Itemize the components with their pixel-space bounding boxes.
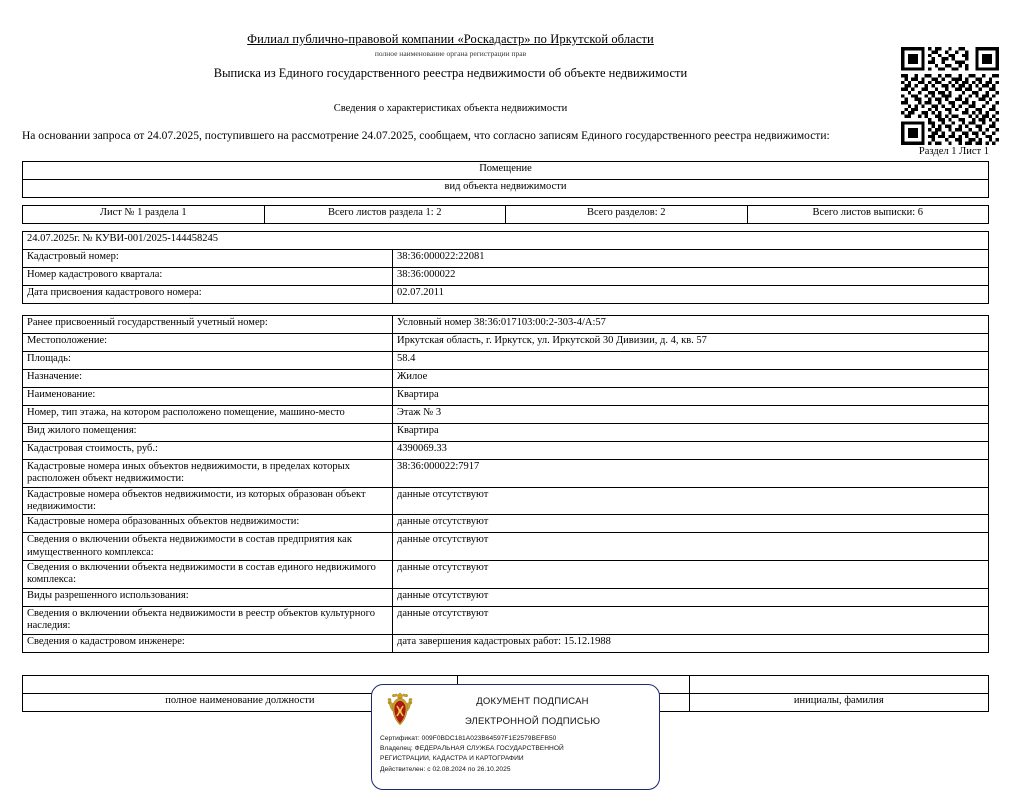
row-value: данные отсутствуют <box>393 588 989 606</box>
row-value: данные отсутствуют <box>393 515 989 533</box>
row-label: Кадастровые номера иных объектов недвижимости, в пределах которых расположен объект недвижимости: <box>23 459 393 487</box>
table-row <box>23 606 989 634</box>
table-row <box>23 634 989 652</box>
stamp-owner-row <box>380 744 651 754</box>
stamp-validity-label: Действителен: <box>380 765 426 773</box>
table-row <box>23 561 989 589</box>
object-type-value: Помещение <box>23 161 989 179</box>
table-row <box>23 315 989 333</box>
cadastral-document-number: 24.07.2025г. № КУВИ-001/2025-144458245 <box>23 231 989 249</box>
stamp-owner-label: Владелец: <box>380 745 413 753</box>
row-label: Кадастровые номера образованных объектов недвижимости: <box>23 515 393 533</box>
table-row <box>23 351 989 369</box>
row-value: Квартира <box>393 387 989 405</box>
table-row <box>23 588 989 606</box>
stamp-certificate-label: Сертификат: <box>380 735 420 742</box>
table-row <box>23 405 989 423</box>
row-label: Сведения о включении объекта недвижимости в состав предприятия как имущественного комплекса: <box>23 533 393 561</box>
table-row <box>23 423 989 441</box>
name-label: инициалы, фамилия <box>689 693 988 711</box>
row-value: данные отсутствуют <box>393 606 989 634</box>
table-row <box>23 387 989 405</box>
row-label: Кадастровые номера объектов недвижимости, из которых образован объект недвижимости: <box>23 487 393 515</box>
table-row <box>23 333 989 351</box>
row-value: 4390069.33 <box>393 441 989 459</box>
basis-statement: На основании запроса от 24.07.2025, поступившего на рассмотрение 24.07.2025, сообщаем, что согласно записям Единого государственного реестра недвижимости: <box>22 129 830 142</box>
row-label: Виды разрешенного использования: <box>23 588 393 606</box>
row-value: Иркутская область, г. Иркутск, ул. Иркутской 30 Дивизии, д. 4, кв. 57 <box>393 333 989 351</box>
row-label: Ранее присвоенный государственный учетный номер: <box>23 315 393 333</box>
row-value: 38:36:000022 <box>393 267 989 285</box>
cadastral-table <box>22 231 989 304</box>
table-row <box>23 533 989 561</box>
object-characteristics-table <box>22 315 989 653</box>
table-row <box>23 285 989 303</box>
russian-coat-of-arms-icon <box>384 692 416 726</box>
row-value: данные отсутствуют <box>393 487 989 515</box>
row-value: 02.07.2011 <box>393 285 989 303</box>
section-title: Сведения о характеристиках объекта недвижимости <box>333 102 568 114</box>
sheet-count-cell: Всего разделов: 2 <box>506 205 748 223</box>
row-value: 58.4 <box>393 351 989 369</box>
electronic-signature-stamp <box>371 684 660 790</box>
table-row <box>23 369 989 387</box>
row-value: данные отсутствуют <box>393 561 989 589</box>
stamp-validity-value: с 02.08.2024 по 26.10.2025 <box>427 765 511 773</box>
stamp-validity-row <box>380 765 651 775</box>
table-row <box>23 161 989 179</box>
object-characteristics-body <box>23 315 989 652</box>
organization-title: Филиал публично-правовой компании «Роскадастр» по Иркутской области <box>247 32 654 46</box>
row-label: Номер кадастрового квартала: <box>23 267 393 285</box>
table-row <box>23 267 989 285</box>
row-label: Сведения о кадастровом инженере: <box>23 634 393 652</box>
row-value: данные отсутствуют <box>393 533 989 561</box>
row-label: Кадастровая стоимость, руб.: <box>23 441 393 459</box>
row-label: Наименование: <box>23 387 393 405</box>
row-label: Вид жилого помещения: <box>23 423 393 441</box>
table-row <box>23 205 989 223</box>
row-label: Кадастровый номер: <box>23 249 393 267</box>
name-signature-area <box>689 675 988 693</box>
stamp-line-2: ЭЛЕКТРОННОЙ ПОДПИСЬЮ <box>464 716 601 727</box>
stamp-certificate-row <box>380 734 651 744</box>
stamp-owner-value-line1: ФЕДЕРАЛЬНАЯ СЛУЖБА ГОСУДАРСТВЕННОЙ <box>414 745 564 753</box>
table-row <box>23 231 989 249</box>
table-row <box>23 487 989 515</box>
sheet-count-cell: Всего листов выписки: 6 <box>747 205 989 223</box>
row-label: Площадь: <box>23 351 393 369</box>
row-label: Дата присвоения кадастрового номера: <box>23 285 393 303</box>
row-value: Условный номер 38:36:017103:00:2-303-4/А:57 <box>393 315 989 333</box>
position-label: полное наименование должности <box>23 693 458 711</box>
row-value: Этаж № 3 <box>393 405 989 423</box>
sheet-count-cell: Лист № 1 раздела 1 <box>23 205 265 223</box>
row-value: 38:36:000022:22081 <box>393 249 989 267</box>
stamp-certificate-value: 009F0BDC181A023B64597F1E2579BEFB50 <box>421 735 557 742</box>
organization-caption: полное наименование органа регистрации прав <box>374 48 527 58</box>
stamp-line-1: ДОКУМЕНТ ПОДПИСАН <box>476 696 589 707</box>
object-type-table <box>22 161 989 198</box>
row-label: Сведения о включении объекта недвижимости в реестр объектов культурного наследия: <box>23 606 393 634</box>
row-label: Местоположение: <box>23 333 393 351</box>
row-label: Сведения о включении объекта недвижимости в состав единого недвижимого комплекса: <box>23 561 393 589</box>
row-value: Жилое <box>393 369 989 387</box>
sheet-counts-table <box>22 205 989 224</box>
table-row <box>23 441 989 459</box>
row-label: Номер, тип этажа, на котором расположено помещение, машино-место <box>23 405 393 423</box>
sheet-count-cell: Всего листов раздела 1: 2 <box>264 205 506 223</box>
section-sheet-label: Раздел 1 Лист 1 <box>918 145 989 157</box>
qr-code-icon <box>901 47 999 145</box>
row-value: дата завершения кадастровых работ: 15.12.1988 <box>393 634 989 652</box>
table-row <box>23 249 989 267</box>
document-page <box>0 33 1011 800</box>
table-row <box>23 515 989 533</box>
table-row <box>23 459 989 487</box>
row-value: Квартира <box>393 423 989 441</box>
stamp-owner-value-line2: РЕГИСТРАЦИИ, КАДАСТРА И КАРТОГРАФИИ <box>380 755 524 763</box>
table-row <box>23 179 989 197</box>
document-title: Выписка из Единого государственного реестра недвижимости об объекте недвижимости <box>213 65 688 80</box>
row-value: 38:36:000022:7917 <box>393 459 989 487</box>
object-type-caption: вид объекта недвижимости <box>23 179 989 197</box>
row-label: Назначение: <box>23 369 393 387</box>
